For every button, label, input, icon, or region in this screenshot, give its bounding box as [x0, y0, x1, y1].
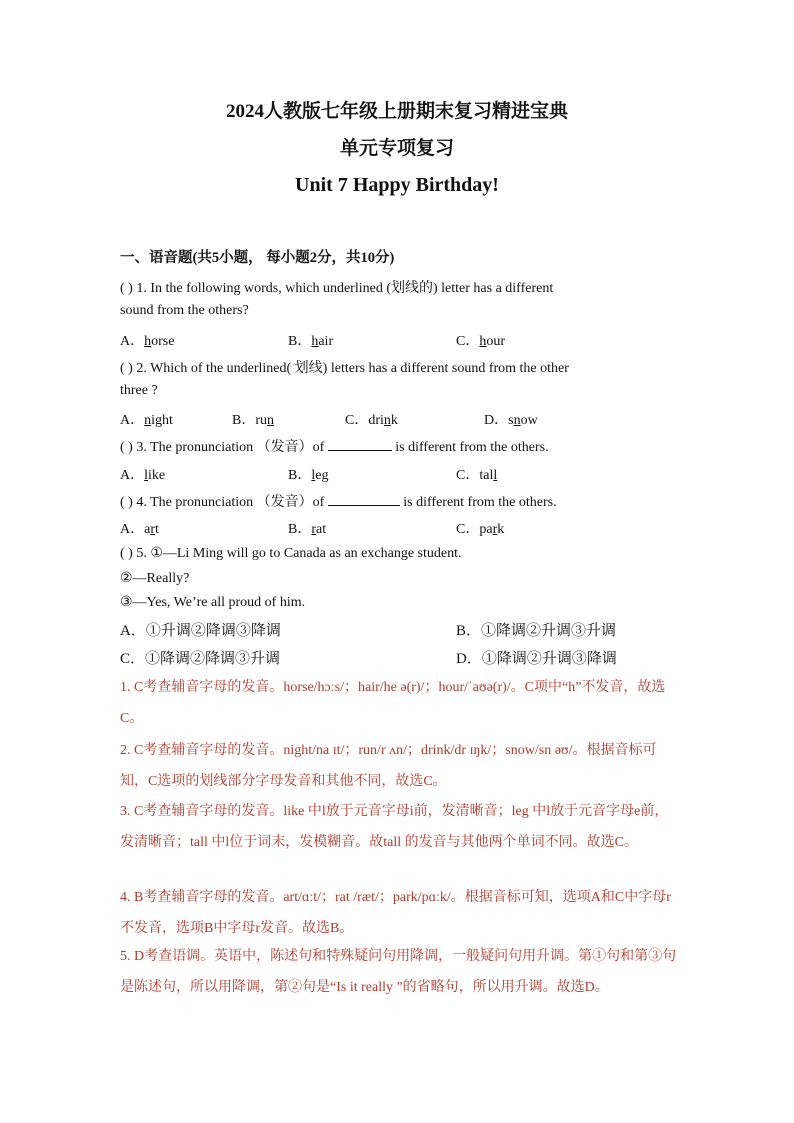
- question-5-line3: ③—Yes, We’re all proud of him.: [120, 595, 306, 610]
- question-1-line2: sound from the others?: [120, 303, 249, 318]
- q5-option-a[interactable]: A．①升调②降调③降调: [120, 623, 281, 639]
- question-4-line1: ( ) 4. The pronunciation （发音）of is different from the others.: [120, 495, 557, 510]
- question-3-line1: ( ) 3. The pronunciation （发音）of is different from the others.: [120, 440, 549, 455]
- answer-explanation-1: 1. C考查辅音字母的发音。horse/hɔːs/；hair/he ə(r)/；hour/ˈaʊə(r)/。C项中“h”不发音，故选C。: [120, 680, 666, 726]
- question-5-line2: ②—Really?: [120, 571, 190, 586]
- q5-option-d[interactable]: D．①降调②升调③降调: [456, 651, 617, 667]
- question-5-line1: ( ) 5. ①—Li Ming will go to Canada as an exchange student.: [120, 546, 462, 561]
- q3-option-a[interactable]: A．like: [120, 468, 166, 483]
- q3-option-c[interactable]: C．tall: [456, 468, 498, 483]
- answer-blank[interactable]: [328, 438, 392, 451]
- q5-option-b[interactable]: B．①降调②升调③升调: [456, 623, 617, 639]
- q2-option-a[interactable]: A．night: [120, 413, 173, 428]
- answer-explanation-3: 3. C考查辅音字母的发音。like 中l放于元音字母i前，发清晰音；leg 中l放于元音字母e前，发清晰音；tall 中l位于词末，发模糊音。故tall 的发音与其他两个单词不同。故选C。: [120, 804, 669, 850]
- q2-option-c[interactable]: C．drink: [345, 413, 398, 428]
- q1-option-b[interactable]: B．hair: [288, 334, 334, 349]
- q1-option-c[interactable]: C．hour: [456, 334, 506, 349]
- question-2-line1: ( ) 2. Which of the underlined( 划线) letters has a different sound from the other: [120, 361, 569, 376]
- question-2-line2: three ?: [120, 383, 158, 398]
- section-heading: 一、语音题(共5小题， 每小题2分，共10分): [120, 250, 395, 266]
- answer-explanation-2: 2. C考查辅音字母的发音。night/na ɪt/；run/r ʌn/；drink/dr ɪŋk/；snow/sn əʊ/。根据音标可知，C选项的划线部分字母发音和其他不同，故选C。: [120, 743, 657, 789]
- q3-option-b[interactable]: B．leg: [288, 468, 329, 483]
- q2-option-b[interactable]: B．run: [232, 413, 275, 428]
- q2-option-d[interactable]: D．snow: [484, 413, 538, 428]
- q5-option-c[interactable]: C．①降调②降调③升调: [120, 651, 281, 667]
- q4-option-b[interactable]: B．rat: [288, 522, 327, 537]
- question-1-line1: ( ) 1. In the following words, which underlined (划线的) letter has a different: [120, 281, 554, 296]
- q1-option-a[interactable]: A．horse: [120, 334, 175, 349]
- document-subtitle: 单元专项复习: [339, 138, 454, 159]
- answer-blank[interactable]: [328, 493, 400, 506]
- document-title: 2024人教版七年级上册期末复习精进宝典: [225, 101, 568, 122]
- answer-explanation-5: 5. D考查语调。英语中，陈述句和特殊疑问句用降调，一般疑问句用升调。第①句和第③句是陈述句，所以用降调，第②句是“Is it really ”的省略句，所以用升调。故选D。: [120, 949, 677, 995]
- unit-title: Unit 7 Happy Birthday!: [295, 174, 499, 196]
- answer-explanation-4: 4. B考查辅音字母的发音。art/ɑːt/；rat /ræt/；park/pɑːk/。根据音标可知，选项A和C中字母r不发音，选项B中字母r发音。故选B。: [120, 890, 671, 936]
- q4-option-a[interactable]: A．art: [120, 522, 159, 537]
- q4-option-c[interactable]: C．park: [456, 522, 505, 537]
